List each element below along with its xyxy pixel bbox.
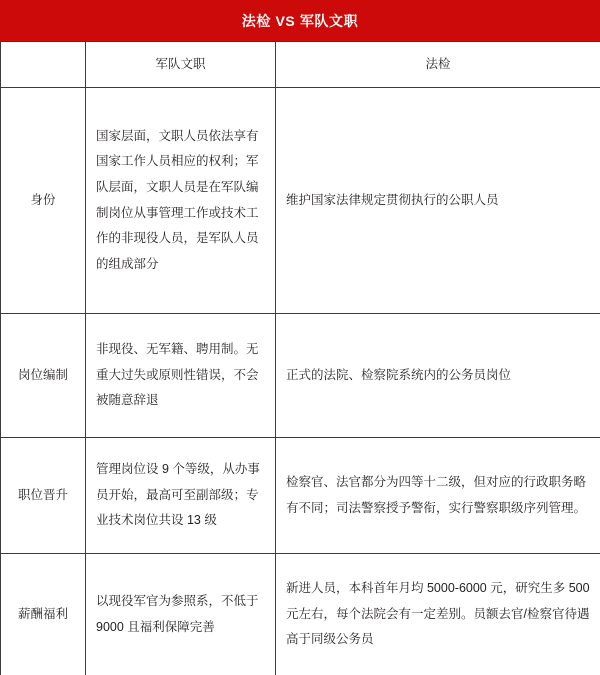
row-label-staffing: 岗位编制 xyxy=(1,314,86,438)
table-row xyxy=(1,314,600,438)
header-cell-military-civilian: 军队文职 xyxy=(86,42,276,88)
cell-staffing-military-civilian: 非现役、无军籍、聘用制。无重大过失或原则性错误，不会被随意辞退 xyxy=(86,314,276,438)
cell-identity-procuratorate-court: 维护国家法律规定贯彻执行的公职人员 xyxy=(276,88,600,314)
comparison-table xyxy=(0,41,600,675)
table-row xyxy=(1,438,600,554)
table-row xyxy=(1,554,600,675)
header-cell-procuratorate-court: 法检 xyxy=(276,42,600,88)
cell-salary-procuratorate-court: 新进人员，本科首年月均 5000-6000 元，研究生多 500 元左右，每个法院会有一定差别。员额去官/检察官待遇高于同级公务员 xyxy=(276,554,600,675)
page-title-banner xyxy=(0,0,600,41)
cell-promotion-military-civilian: 管理岗位设 9 个等级，从办事员开始，最高可至副部级；专业技术岗位共设 13 级 xyxy=(86,438,276,554)
row-label-identity: 身份 xyxy=(1,88,86,314)
table-row xyxy=(1,88,600,314)
page-title: 法检 VS 军队文职 xyxy=(241,12,359,29)
cell-promotion-procuratorate-court: 检察官、法官都分为四等十二级，但对应的行政职务略有不同；司法警察授予警衔，实行警察职级序列管理。 xyxy=(276,438,600,554)
header-cell-blank xyxy=(1,42,86,88)
cell-salary-military-civilian: 以现役军官为参照系，不低于 9000 且福利保障完善 xyxy=(86,554,276,675)
cell-identity-military-civilian: 国家层面，文职人员依法享有国家工作人员相应的权利；军队层面，文职人员是在军队编制岗位从事管理工作或技术工作的非现役人员，是军队人员的组成部分 xyxy=(86,88,276,314)
cell-staffing-procuratorate-court: 正式的法院、检察院系统内的公务员岗位 xyxy=(276,314,600,438)
row-label-promotion: 职位晋升 xyxy=(1,438,86,554)
table-header-row xyxy=(1,42,600,88)
row-label-salary: 薪酬福利 xyxy=(1,554,86,675)
